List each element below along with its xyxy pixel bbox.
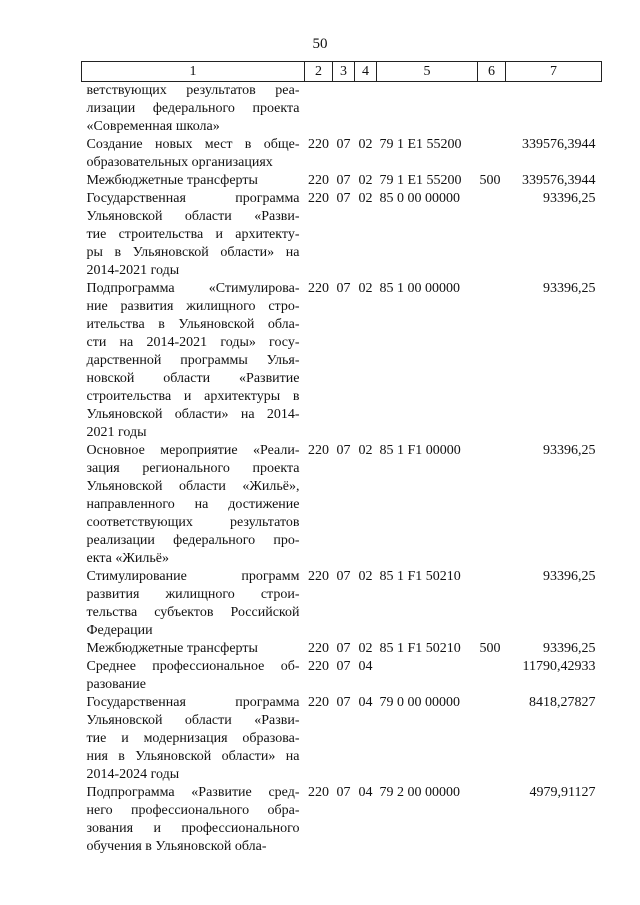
row-name — [82, 190, 305, 280]
row-name-line: реализации федерального про- — [86, 533, 300, 548]
row-target-item-code: 79 2 00 00000 — [379, 785, 460, 800]
row-target-item-code: 79 1 E1 55200 — [379, 137, 462, 152]
row-amount: 93396,25 — [543, 569, 596, 584]
row-subsection-code — [355, 82, 377, 137]
column-number-row — [82, 62, 602, 82]
row-target-item-code: 85 1 F1 50210 — [379, 569, 461, 584]
row-amount: 93396,25 — [543, 443, 596, 458]
table-row — [82, 190, 602, 280]
row-section-code: 07 — [336, 695, 351, 710]
row-subsection-code: 02 — [358, 173, 373, 188]
row-name-line: Федерации — [86, 623, 153, 638]
row-name-line: новской области «Развитие — [86, 371, 300, 386]
row-expense-type-code — [478, 82, 506, 137]
row-name — [82, 694, 305, 784]
row-name-line: Создание новых мест в обще- — [86, 137, 300, 152]
row-name-line: Основное мероприятие «Реали- — [86, 443, 300, 458]
row-name-line: Государственная программа — [86, 191, 300, 206]
row-name-line: екта «Жильё» — [86, 551, 169, 566]
row-name-line: «Современная школа» — [86, 119, 220, 134]
row-section-code: 07 — [336, 281, 351, 296]
row-name-line: Межбюджетные трансферты — [86, 641, 258, 656]
column-header: 1 — [82, 62, 305, 82]
row-expense-type-code — [478, 280, 506, 442]
row-subsection-code: 02 — [358, 443, 373, 458]
row-name-line: 2014-2021 годы — [86, 263, 180, 278]
column-header: 3 — [333, 62, 355, 82]
row-amount: 339576,3944 — [522, 137, 596, 152]
row-name-line: тельства субъектов Российской — [86, 605, 300, 620]
budget-table — [81, 61, 602, 856]
row-subsection-code: 02 — [358, 569, 373, 584]
row-subsection-code: 02 — [358, 137, 373, 152]
column-header: 2 — [305, 62, 333, 82]
row-amount: 4979,91127 — [529, 785, 596, 800]
row-ved-code: 220 — [308, 641, 329, 656]
row-ved-code: 220 — [308, 191, 329, 206]
table-row — [82, 640, 602, 658]
row-name — [82, 136, 305, 172]
row-target-item-code: 85 1 F1 50210 — [379, 641, 461, 656]
row-name — [82, 640, 305, 658]
row-name-line: него профессионального обра- — [86, 803, 300, 818]
row-expense-type-code: 500 — [479, 173, 501, 188]
table-row — [82, 694, 602, 784]
table-row — [82, 136, 602, 172]
table-row — [82, 442, 602, 568]
row-name-line: 2014-2024 годы — [86, 767, 180, 782]
row-name — [82, 784, 305, 856]
row-amount: 11790,42933 — [522, 659, 596, 674]
row-ved-code: 220 — [308, 785, 329, 800]
row-name-line: ния в Ульяновской области» на — [86, 749, 300, 764]
table-row — [82, 280, 602, 442]
row-name-line: сти на 2014-2021 годы» госу- — [86, 335, 300, 350]
row-amount: 93396,25 — [543, 641, 596, 656]
row-ved-code: 220 — [308, 695, 329, 710]
row-expense-type-code — [478, 442, 506, 568]
row-subsection-code: 02 — [358, 641, 373, 656]
column-header: 4 — [355, 62, 377, 82]
row-section-code: 07 — [336, 191, 351, 206]
row-name-line: обучения в Ульяновской обла- — [86, 839, 267, 854]
row-name-line: зация регионального проекта — [86, 461, 300, 476]
row-name-line: ры в Ульяновской области» на — [86, 245, 300, 260]
row-target-item-code: 85 1 00 00000 — [379, 281, 460, 296]
row-name-line: зования и профессионального — [86, 821, 300, 836]
row-name-line: Ульяновской области» на 2014- — [86, 407, 300, 422]
row-target-item-code — [377, 658, 478, 694]
table-row — [82, 784, 602, 856]
row-name-line: Ульяновской области «Жильё», — [86, 479, 300, 494]
row-ved-code: 220 — [308, 281, 329, 296]
row-target-item-code: 85 1 F1 00000 — [379, 443, 461, 458]
row-name-line: соответствующих результатов — [86, 515, 300, 530]
row-ved-code — [305, 82, 333, 137]
row-subsection-code: 04 — [358, 785, 373, 800]
row-name — [82, 82, 305, 137]
row-subsection-code: 02 — [358, 281, 373, 296]
row-name-line: образовательных организациях — [86, 155, 273, 170]
row-name-line: дарственной программы Улья- — [86, 353, 300, 368]
row-name-line: Стимулирование программ — [86, 569, 300, 584]
row-name-line: Ульяновской области «Разви- — [86, 713, 300, 728]
row-expense-type-code: 500 — [479, 641, 501, 656]
table-row — [82, 568, 602, 640]
column-header: 7 — [506, 62, 602, 82]
row-name-line: Межбюджетные трансферты — [86, 173, 258, 188]
column-header: 6 — [478, 62, 506, 82]
row-section-code — [333, 82, 355, 137]
table-body — [82, 82, 602, 857]
row-section-code: 07 — [336, 173, 351, 188]
table-row — [82, 172, 602, 190]
row-section-code: 07 — [336, 659, 351, 674]
row-section-code: 07 — [336, 137, 351, 152]
row-ved-code: 220 — [308, 137, 329, 152]
row-name-line: Государственная программа — [86, 695, 300, 710]
row-name-line: направленного на достижение — [86, 497, 300, 512]
row-name — [82, 658, 305, 694]
row-ved-code: 220 — [308, 443, 329, 458]
row-subsection-code: 02 — [358, 191, 373, 206]
row-name-line: тие и модернизация образова- — [86, 731, 300, 746]
row-name — [82, 172, 305, 190]
row-name — [82, 280, 305, 442]
row-target-item-code: 85 0 00 00000 — [379, 191, 460, 206]
table-row — [82, 82, 602, 137]
row-ved-code: 220 — [308, 659, 329, 674]
row-expense-type-code — [478, 568, 506, 640]
row-name-line: строительства и архитектуры в — [86, 389, 300, 404]
row-name — [82, 568, 305, 640]
row-name-line: лизации федерального проекта — [86, 101, 300, 116]
row-expense-type-code — [478, 784, 506, 856]
row-name-line: Подпрограмма «Стимулирова- — [86, 281, 300, 296]
row-amount: 93396,25 — [543, 281, 596, 296]
row-section-code: 07 — [336, 443, 351, 458]
row-amount: 8418,27827 — [529, 695, 596, 710]
row-section-code: 07 — [336, 569, 351, 584]
row-section-code: 07 — [336, 641, 351, 656]
row-ved-code: 220 — [308, 569, 329, 584]
row-expense-type-code — [478, 658, 506, 694]
row-name-line: 2021 годы — [86, 425, 147, 440]
row-name-line: Подпрограмма «Развитие сред- — [86, 785, 300, 800]
row-expense-type-code — [478, 190, 506, 280]
row-expense-type-code — [478, 694, 506, 784]
row-name-line: Ульяновской области «Разви- — [86, 209, 300, 224]
row-target-item-code — [377, 82, 478, 137]
row-subsection-code: 04 — [358, 695, 373, 710]
row-ved-code: 220 — [308, 173, 329, 188]
row-amount — [506, 82, 602, 137]
row-section-code: 07 — [336, 785, 351, 800]
column-header: 5 — [377, 62, 478, 82]
row-expense-type-code — [478, 136, 506, 172]
row-name-line: ние развития жилищного стро- — [86, 299, 300, 314]
row-name-line: ветствующих результатов реа- — [86, 83, 300, 98]
row-amount: 93396,25 — [543, 191, 596, 206]
row-name-line: разование — [86, 677, 146, 692]
row-name-line: тие строительства и архитекту- — [86, 227, 300, 242]
row-name — [82, 442, 305, 568]
row-target-item-code: 79 1 E1 55200 — [379, 173, 462, 188]
row-name-line: развития жилищного строи- — [86, 587, 300, 602]
row-target-item-code: 79 0 00 00000 — [379, 695, 460, 710]
row-subsection-code: 04 — [358, 659, 373, 674]
page-number: 50 — [312, 36, 328, 52]
table-row — [82, 658, 602, 694]
row-name-line: Среднее профессиональное об- — [86, 659, 300, 674]
row-amount: 339576,3944 — [522, 173, 596, 188]
row-name-line: ительства в Ульяновской обла- — [86, 317, 300, 332]
